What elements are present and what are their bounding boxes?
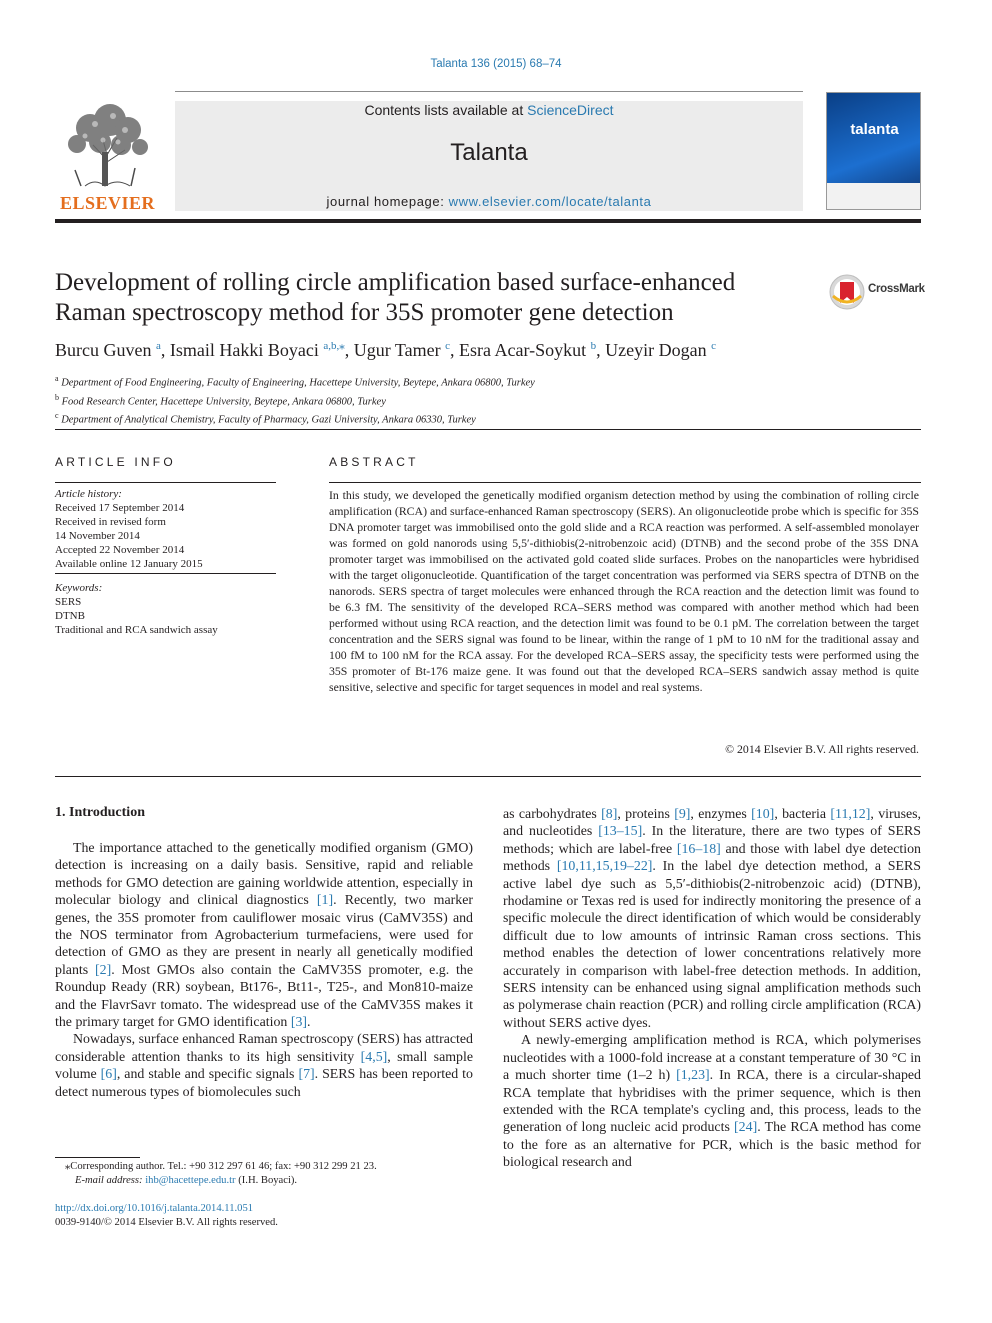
header-bottom-rule	[55, 219, 921, 223]
footnote	[55, 1160, 473, 1188]
email-suffix: (I.H. Boyaci).	[235, 1175, 298, 1187]
affiliation-item	[55, 409, 921, 428]
author-name[interactable]: Uzeyir Dogan	[605, 340, 707, 360]
keyword-item: DTNB	[55, 610, 85, 623]
citation-link[interactable]: [24]	[734, 1120, 758, 1136]
affiliation-item	[55, 372, 921, 391]
history-item: Received in revised form	[55, 516, 166, 529]
paragraph: as carbohydrates [8], proteins [9], enzymes [10], bacteria [11,12], viruses, and nucleotides [13–15]. In the literature, there are two types of SERS methods; which are label-free [16–18] and those with label dye detection methods [10,11,15,19–22]. In the label dye detection method, a SERS active label dye such as 5,5′-dithiobis(2-nitrobenzoic acid) (DTNB), rhodamine or Texas red is used for indirectly monitoring the presence of a specific molecule the direct identification of which would be considerably difficult due to low amounts of intrinsic Raman cross sections. This method enables the detection of lower concentrations relatively more accurately in comparison with label-free detection methods. In addition, SERS intensity can be enhanced using signal amplification methods such as polymerase chain reaction (PCR) and rolling circle amplification (RCA) without SERS active dyes.	[503, 807, 922, 1031]
affiliation-mark: a	[55, 374, 59, 383]
affiliation-text: Department of Food Engineering, Faculty of Engineering, Hacettepe University, Beytepe, Ankara 06800, Turkey	[61, 377, 535, 389]
crossmark-label: CrossMark	[868, 283, 925, 295]
email-label: E-mail address:	[75, 1175, 146, 1187]
abstract-bottom-rule	[55, 776, 921, 777]
author-affiliation-mark[interactable]: a,b,⁎	[323, 340, 345, 352]
keywords-header: Keywords:	[55, 582, 103, 594]
citation-link[interactable]: [6]	[100, 1067, 117, 1083]
abstract-copyright: © 2014 Elsevier B.V. All rights reserved.	[725, 742, 919, 756]
paragraph: A newly-emerging amplification method is RCA, which polymerises nucleotides with a 1000-fold increase at a constant temperature of 30 °C in a much shorter time (1–2 h) [1,23]. In RCA, there is a circular-shaped RCA template that hybridises with the primer sequence, which is then extended with the RCA template's cycling and, this process, leads to the generation of long nucleic acid products [24]. The RCA method has come to the fore as an alternative for PCR, which is the basic method for biological research and	[503, 1033, 921, 1171]
citation-link[interactable]: [3]	[290, 1015, 308, 1031]
keyword-item: Traditional and RCA sandwich assay	[55, 624, 218, 637]
affiliation-mark: c	[55, 411, 59, 420]
author-name[interactable]: Esra Acar-Soykut	[459, 340, 587, 360]
homepage-line	[175, 194, 803, 209]
citation-link[interactable]: [7]	[298, 1067, 315, 1083]
article-history	[55, 487, 276, 572]
body-column-left	[55, 840, 473, 1101]
journal-citation-link[interactable]: Talanta 136 (2015) 68–74	[430, 58, 562, 70]
citation-link[interactable]: [10,11,15,19–22]	[556, 859, 653, 875]
keywords	[55, 581, 276, 637]
affiliation-item	[55, 391, 921, 410]
author-name[interactable]: Ugur Tamer	[353, 340, 441, 360]
citation-link[interactable]: [9]	[674, 807, 691, 822]
doi-block	[55, 1202, 473, 1230]
issn-copyright: 0039-9140/© 2014 Elsevier B.V. All rights reserved.	[55, 1217, 278, 1229]
citation-link[interactable]: [1,23]	[676, 1068, 710, 1084]
affiliation-rule	[55, 429, 921, 430]
sciencedirect-link[interactable]: ScienceDirect	[527, 102, 614, 118]
crossmark-button[interactable]	[829, 274, 924, 310]
history-item: 14 November 2014	[55, 530, 140, 543]
crossmark-icon	[829, 274, 865, 310]
journal-title: Talanta	[450, 139, 528, 166]
abstract-heading: ABSTRACT	[329, 455, 419, 469]
cover-footer-strip	[827, 183, 921, 209]
doi-link[interactable]: http://dx.doi.org/10.1016/j.talanta.2014.11.051	[55, 1203, 254, 1214]
author-affiliation-mark[interactable]: b	[590, 340, 597, 352]
homepage-prefix: journal homepage:	[326, 194, 449, 209]
author-affiliation-mark[interactable]: a	[155, 340, 161, 352]
citation-link[interactable]: [1]	[316, 893, 334, 909]
publisher-name: ELSEVIER	[59, 193, 156, 213]
history-item: Accepted 22 November 2014	[55, 544, 185, 557]
email-note	[55, 1174, 473, 1188]
author-affiliation-mark[interactable]: c	[711, 340, 716, 352]
abstract-text: In this study, we developed the genetically modified organism detection method by using the combination of rolling circle amplification (RCA) and surface-enhanced Raman spectroscopy (SERS). An oligonucleotide probe which is specific for 35S DNA promoter target was immobilised onto the gold slide and a RCA reaction was performed. A self-assembled monolayer was formed on gold nanorods using 5,5′-dithiobis(2-nitrobenzoic acid) (DTNB) and the second probe of the 35S DNA promoter target was immobilised on the activated gold coated slide surfaces. Probes on the nanoparticles were hybridised with the target oligonucleotide. Quantification of the target concentration was performed via SERS spectra of DTNB on the nanorods. SERS spectra of target molecules were enhanced through the RCA reaction and the detection limit was found to be 6.3 fM. The sensitivity of the developed RCA–SERS method was compared with another method which had been performed without using RCA reaction, and the detection limit was found to be 0.1 pM. The correlation between the target concentration and the SERS signal was found to be linear, within the range of 1 pM to 10 nM for the traditional assay and 100 fM to 100 nM for the RCA assay. For the developed RCA–SERS assay, the specificity tests were performed using the 35S promoter of Bt-176 maize gene. It was found out that the developed RCA–SERS sandwich assay method is quite sensitive, selective and specific for target sequences in model and real systems.	[329, 488, 919, 694]
citation-link[interactable]: [13–15]	[598, 824, 643, 840]
article-info-rule	[55, 482, 276, 483]
keyword-item: SERS	[55, 596, 82, 609]
citation-link[interactable]: [10]	[751, 807, 775, 822]
paragraph: Nowadays, surface enhanced Raman spectroscopy (SERS) has attracted considerable attention thanks to its high sensitivity [4,5], small sample volume [6], and stable and specific signals [7]. SERS has been reported to detect numerous types of biomolecules such	[55, 1032, 474, 1100]
author-list: Burcu Guven $^a$, Ismail Hakki Boyaci $^{a,b,⁎}$, Ugur Tamer $^c$, Esra Acar-Soykut $^b$, Uzeyir Dogan $^c$	[55, 340, 716, 360]
contents-line	[175, 102, 803, 118]
author-affiliation-mark[interactable]: c	[445, 340, 451, 352]
section-heading-introduction: 1. Introduction	[55, 805, 145, 820]
affiliations	[55, 372, 921, 428]
history-header: Article history:	[55, 488, 122, 500]
article-info-heading: ARTICLE INFO	[55, 455, 176, 469]
citation-link[interactable]: [2]	[95, 962, 112, 978]
author-name[interactable]: Ismail Hakki Boyaci	[169, 340, 319, 360]
article-title: Development of rolling circle amplification based surface-enhanced Raman spectroscopy method for 35S promoter gene detection	[55, 269, 736, 326]
abstract-rule	[329, 482, 921, 483]
journal-cover-thumbnail[interactable]	[826, 92, 921, 210]
history-item: Received 17 September 2014	[55, 502, 185, 515]
article-info-rule	[55, 573, 276, 574]
citation-link[interactable]: [16–18]	[676, 841, 721, 857]
history-item: Available online 12 January 2015	[55, 558, 203, 571]
email-link[interactable]: ihb@hacettepe.edu.tr	[145, 1175, 236, 1187]
footnote-rule	[55, 1157, 140, 1158]
contents-prefix: Contents lists available at	[364, 102, 528, 118]
header-top-rule	[175, 91, 803, 92]
paragraph: The importance attached to the genetically modified organism (GMO) detection is increasing on a daily basis. Sensitive, rapid and reliable methods for GMO detection are gaining worldwide attention, especially in molecular biology and clinical diagnostics [1]. Recently, two marker genes, the 35S promoter from cauliflower mosaic virus (CaMV35S) and the NOS terminator from Agrobacterium turmefaciens, were used for detection of GMO as they are present in nearly all genetically modified plants [2]. Most GMOs also contain the CaMV35S promoter, e.g. the Roundup Ready (RR) soybean, Bt176-, Bt11-, T25-, and Mon810-maize and the FlavrSavr tomato. The widespread use of the CaMV35S makes it the primary target for GMO identification [3].	[55, 841, 474, 1031]
affiliation-text: Department of Analytical Chemistry, Faculty of Pharmacy, Gazi University, Ankara 06330, Turkey	[61, 414, 476, 426]
homepage-link[interactable]: www.elsevier.com/locate/talanta	[448, 194, 652, 209]
citation-link[interactable]: [11,12]	[830, 807, 871, 822]
affiliation-text: Food Research Center, Hacettepe University, Beytepe, Ankara 06800, Turkey	[61, 396, 386, 407]
citation-link[interactable]: [8]	[601, 807, 618, 822]
citation-link[interactable]: [4,5]	[360, 1049, 388, 1065]
author-name[interactable]: Burcu Guven	[55, 340, 152, 360]
affiliation-mark: b	[55, 392, 59, 402]
corresponding-author-note: ⁎Corresponding author. Tel.: +90 312 297 61 46; fax: +90 312 299 21 23.	[65, 1161, 377, 1172]
body-column-right	[503, 806, 921, 1172]
journal-header	[175, 101, 803, 211]
cover-title: talanta	[850, 121, 899, 138]
